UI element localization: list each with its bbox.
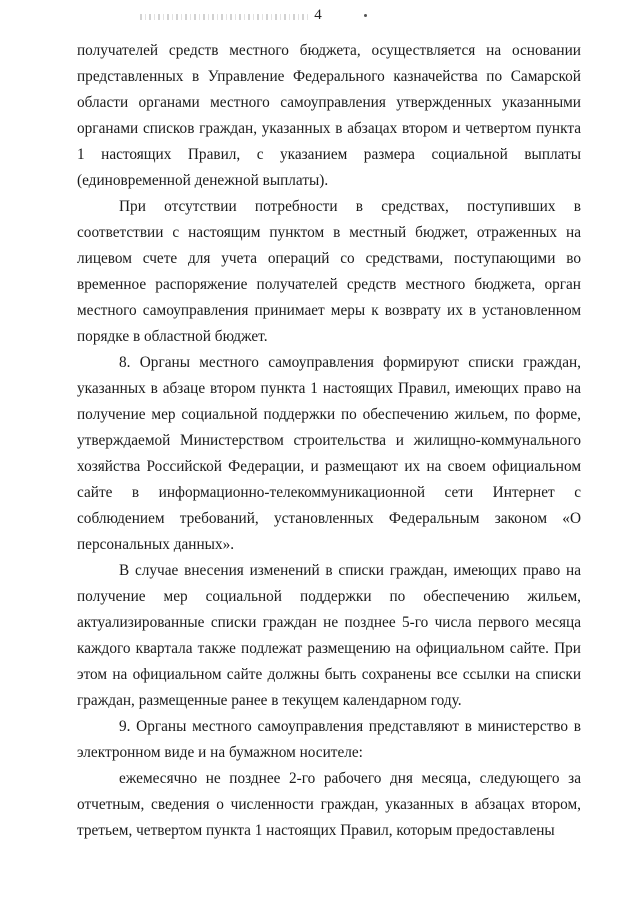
paragraph-funds-return: При отсутствии потребности в средствах, поступивших в соответствии с настоящим пунктом в местный бюджет, отраженных на лицевом счете для учета операций со средствами, поступающими во временное распоряжение получателей средств местного бюджета, орган местного самоуправления принимает меры к возврату их в установленном порядке в областной бюджет. [77,198,581,345]
paragraph-monthly-report: ежемесячно не позднее 2-го рабочего дня месяца, следующего за отчетным, сведения о численности граждан, указанных в абзацах втором, третьем, четвертом пункта 1 настоящих Правил, которым предоставлены [77,770,581,839]
page-number: 4 [314,7,322,23]
paragraph-list-updates: В случае внесения изменений в списки граждан, имеющих право на получение мер социальной поддержки по обеспечению жильем, актуализированные списки граждан не позднее 5-го числа первого месяца каждого квартала также подлежат размещению на официальном сайте. При этом на официальном сайте должны быть сохранены все ссылки на списки граждан, размещенные ранее в текущем календарном году. [77,562,581,709]
paragraph-continuation: получателей средств местного бюджета, осуществляется на основании представленных в Управление Федерального казначейства по Самарской области органами местного самоуправления утвержденных указанными органами списков граждан, указанных в абзацах втором и четвертом пункта 1 настоящих Правил, с указанием размера социальной выплаты (единовременной денежной выплаты). [77,42,581,189]
scan-dot-artifact [364,14,367,17]
document-body [77,38,581,844]
paragraph-item-9: 9. Органы местного самоуправления представляют в министерство в электронном виде и на бумажном носителе: [77,718,581,761]
paragraph-item-8: 8. Органы местного самоуправления формируют списки граждан, указанных в абзаце втором пункта 1 настоящих Правил, имеющих право на получение мер социальной поддержки по обеспечению жильем, по форме, утверждаемой Министерством строительства и жилищно-коммунального хозяйства Российской Федерации, и размещают их на своем официальном сайте в информационно-телекоммуникационной сети Интернет с соблюдением требований, установленных Федеральным законом «О персональных данных». [77,354,581,553]
